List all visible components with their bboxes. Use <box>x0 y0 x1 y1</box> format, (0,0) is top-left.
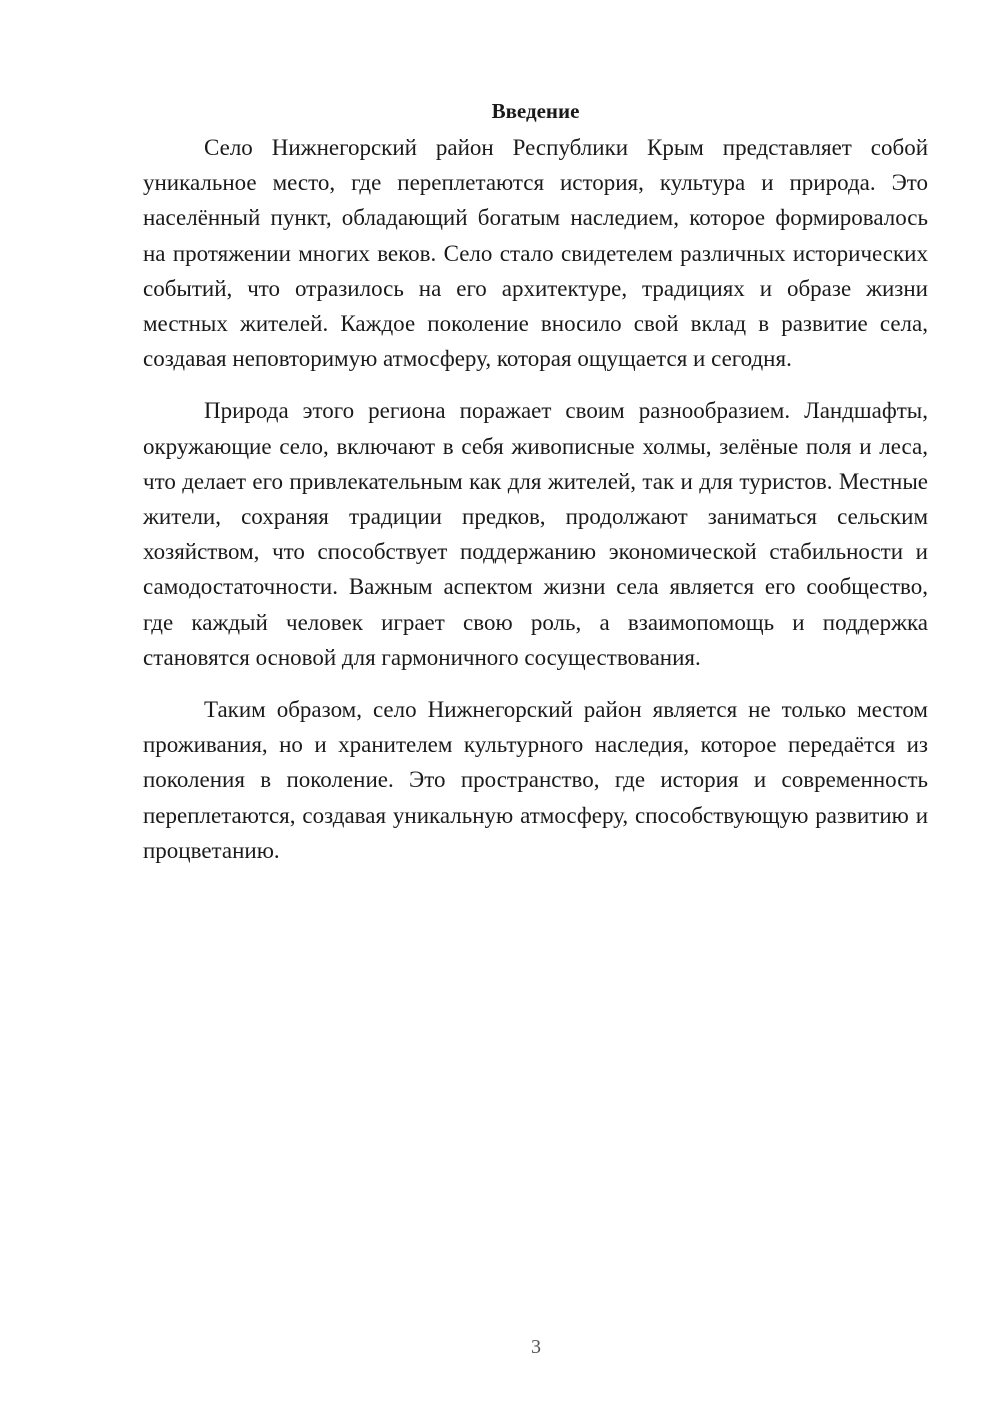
page-number: 3 <box>531 1336 541 1358</box>
paragraph-intro: Село Нижнегорский район Республики Крым представляет собой уникальное место, где переплетаются история, культура и природа. Это населённый пункт, обладающий богатым наследием, которое формировалось на протяжении многих веков. Село стало свидетелем различных исторических событий, что отразилось на его архитектуре, традициях и образе жизни местных жителей. Каждое поколение вносило свой вклад в развитие села, создавая неповторимую атмосферу, которая ощущается и сегодня. <box>143 135 928 372</box>
section-title: Введение <box>491 99 580 123</box>
paragraph-conclusion: Таким образом, село Нижнегорский район является не только местом проживания, но и хранителем культурного наследия, которое передаётся из поколения в поколение. Это пространство, где история и современность переплетаются, создавая уникальную атмосферу, способствующую развитию и процветанию. <box>143 697 928 863</box>
page-content <box>143 96 928 868</box>
paragraph-nature: Природа этого региона поражает своим разнообразием. Ландшафты, окружающие село, включают в себя живописные холмы, зелёные поля и леса, что делает его привлекательным как для жителей, так и для туристов. Местные жители, сохраняя традиции предков, продолжают заниматься сельским хозяйством, что способствует поддержанию экономической стабильности и самодостаточности. Важным аспектом жизни села является его сообщество, где каждый человек играет свою роль, а взаимопомощь и поддержка становятся основой для гармоничного сосуществования. <box>143 398 928 670</box>
